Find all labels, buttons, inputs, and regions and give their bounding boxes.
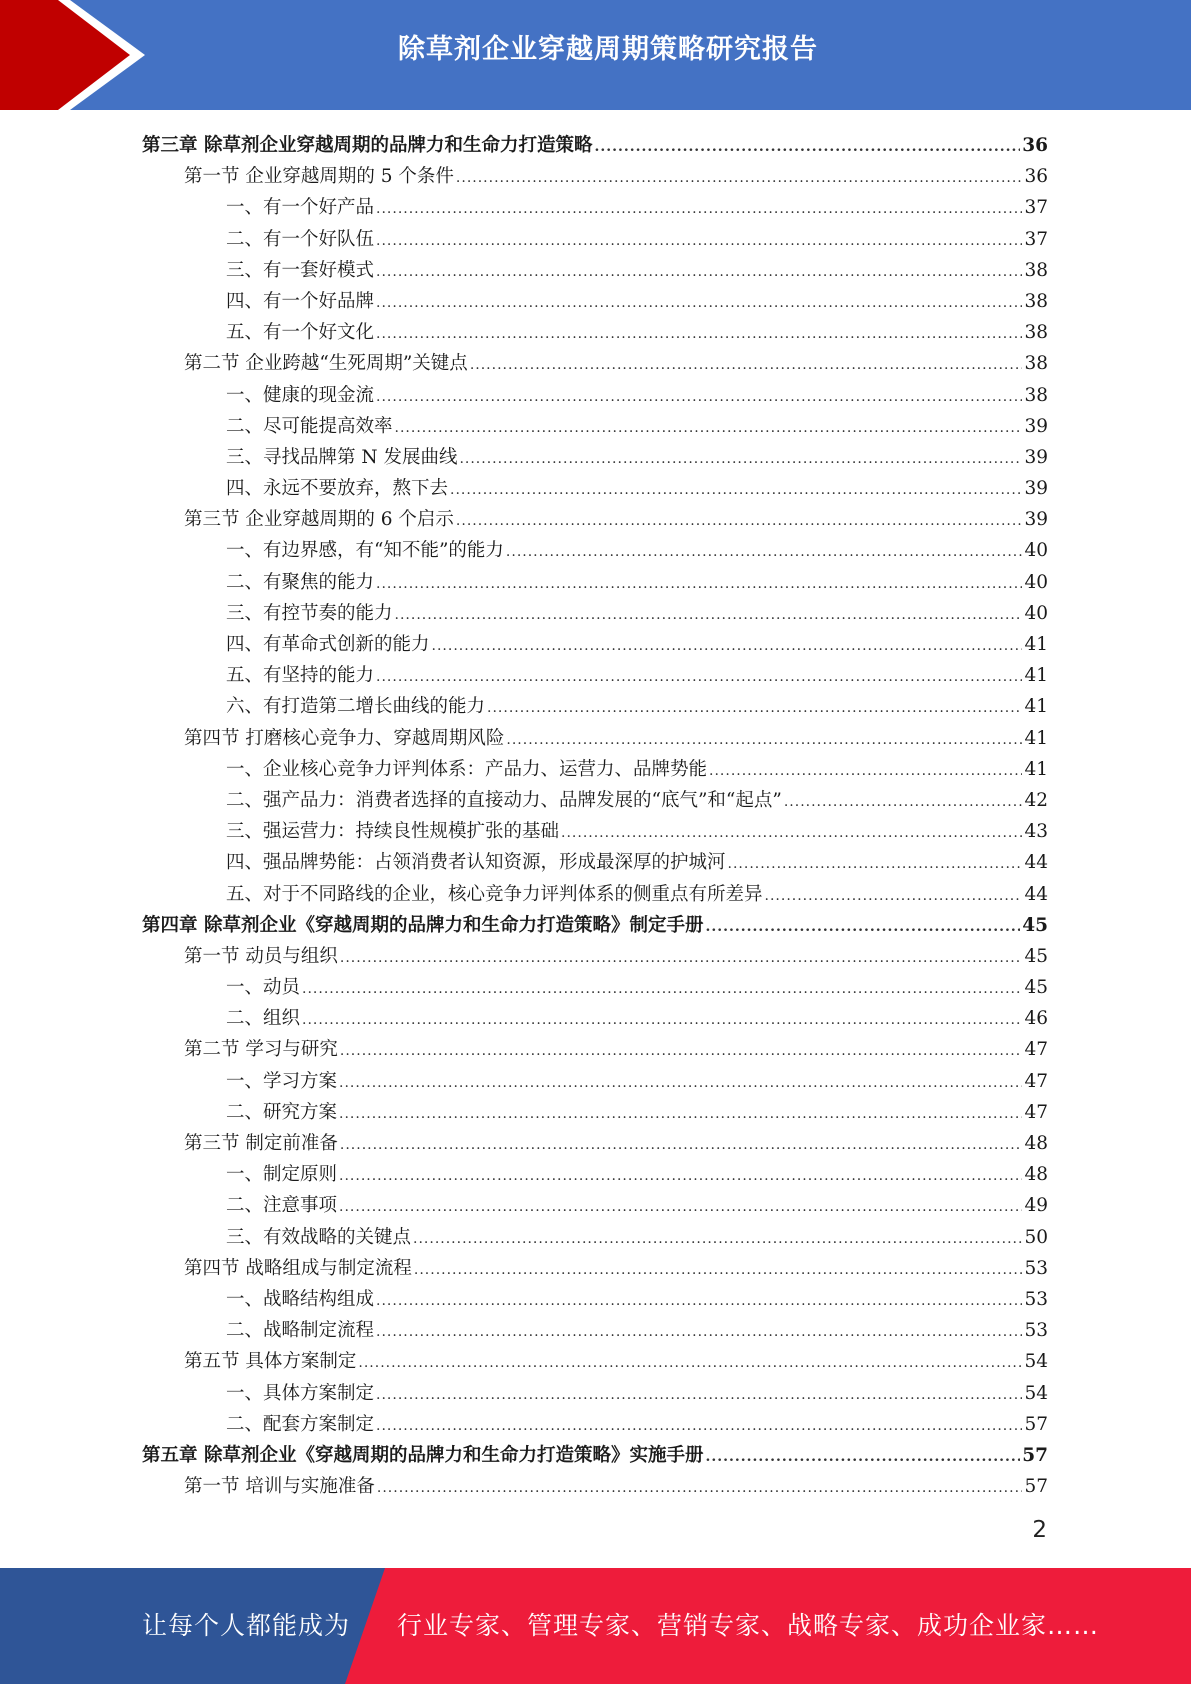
toc-subsection-entry[interactable] (142, 1222, 1048, 1253)
toc-entry-title: 一、动员 (226, 977, 301, 999)
toc-entry-title: 第二节 学习与研究 (184, 1039, 338, 1061)
toc-entry-title: 三、有效战略的关键点 (226, 1226, 412, 1248)
toc-dot-leader (432, 631, 1023, 662)
toc-entry-title: 三、有控节奏的能力 (226, 602, 393, 624)
toc-entry-page: 42 (1024, 789, 1048, 811)
toc-dot-leader (358, 1348, 1022, 1379)
toc-entry-title: 第四节 战略组成与制定流程 (184, 1257, 412, 1279)
toc-entry-title: 二、强产品力：消费者选择的直接动力、品牌发展的“底气”和“起点” (226, 789, 782, 811)
toc-subsection-entry[interactable] (142, 816, 1048, 847)
toc-subsection-entry[interactable] (142, 286, 1048, 317)
toc-entry-page: 44 (1024, 852, 1048, 874)
toc-entry-title: 二、战略制定流程 (226, 1320, 375, 1342)
toc-entry-page: 57 (1022, 1444, 1048, 1466)
toc-dot-leader (339, 1161, 1022, 1192)
document-title: 除草剂企业穿越周期策略研究报告 (398, 34, 818, 65)
footer-banner (0, 1568, 1191, 1684)
toc-subsection-entry[interactable] (142, 255, 1048, 286)
toc-entry-title: 二、尽可能提高效率 (226, 415, 393, 437)
toc-dot-leader (376, 569, 1022, 600)
toc-dot-leader (506, 725, 1022, 756)
header-bar (0, 0, 1191, 110)
toc-section-entry[interactable] (142, 504, 1048, 535)
footer-slogan-left: 让每个人都能成为 (142, 1611, 351, 1640)
toc-dot-leader (376, 1411, 1022, 1442)
toc-subsection-entry[interactable] (142, 1378, 1048, 1409)
toc-dot-leader (414, 1255, 1023, 1286)
toc-dot-leader (705, 1442, 1020, 1473)
toc-section-entry[interactable] (142, 348, 1048, 379)
toc-entry-page: 48 (1024, 1133, 1048, 1154)
toc-entry-page: 41 (1024, 758, 1048, 780)
toc-subsection-entry[interactable] (142, 847, 1048, 878)
toc-subsection-entry[interactable] (142, 1190, 1048, 1221)
footer-slogan-right: 行业专家、管理专家、营销专家、战略专家、成功企业家…… (397, 1611, 1100, 1640)
toc-entry-title: 二、组织 (226, 1008, 301, 1030)
toc-entry-title: 四、有一个好品牌 (226, 290, 375, 312)
toc-entry-title: 二、注意事项 (226, 1195, 338, 1217)
toc-entry-title: 一、企业核心竞争力评判体系：产品力、运营力、品牌势能 (226, 758, 708, 780)
toc-dot-leader (456, 506, 1023, 537)
toc-entry-page: 38 (1024, 259, 1048, 281)
toc-section-entry[interactable] (142, 1128, 1048, 1159)
toc-entry-page: 47 (1024, 1039, 1048, 1061)
toc-dot-leader (413, 1224, 1022, 1255)
toc-subsection-entry[interactable] (142, 660, 1048, 691)
toc-entry-page: 39 (1024, 415, 1048, 437)
toc-dot-leader (376, 1380, 1022, 1411)
toc-dot-leader (395, 600, 1023, 631)
toc-subsection-entry[interactable] (142, 380, 1048, 411)
toc-entry-title: 一、健康的现金流 (226, 384, 375, 406)
toc-subsection-entry[interactable] (142, 535, 1048, 566)
toc-dot-leader (376, 382, 1022, 413)
toc-entry-page: 36 (1022, 135, 1048, 156)
toc-subsection-entry[interactable] (142, 442, 1048, 473)
toc-dot-leader (376, 1317, 1022, 1348)
toc-dot-leader (470, 350, 1023, 381)
toc-dot-leader (376, 1286, 1022, 1317)
toc-subsection-entry[interactable] (142, 785, 1048, 816)
toc-subsection-entry[interactable] (142, 224, 1048, 255)
toc-section-entry[interactable] (142, 161, 1048, 192)
toc-entry-page: 45 (1024, 945, 1048, 967)
toc-dot-leader (709, 756, 1022, 787)
toc-entry-title: 第二节 企业跨越“生死周期”关键点 (184, 353, 468, 375)
toc-entry-title: 第五章 除草剂企业《穿越周期的品牌力和生命力打造策略》实施手册 (142, 1444, 704, 1466)
toc-entry-page: 41 (1024, 696, 1048, 718)
toc-entry-page: 50 (1024, 1226, 1048, 1248)
toc-entry-page: 57 (1024, 1413, 1048, 1435)
toc-section-entry[interactable] (142, 1346, 1048, 1377)
toc-entry-page: 38 (1024, 322, 1048, 344)
toc-entry-title: 三、寻找品牌第 N 发展曲线 (226, 446, 458, 468)
table-of-contents (142, 130, 1048, 1502)
toc-dot-leader (339, 1068, 1022, 1099)
toc-entry-title: 一、具体方案制定 (226, 1382, 375, 1404)
toc-entry-title: 第一节 企业穿越周期的 5 个条件 (184, 166, 454, 188)
toc-entry-page: 40 (1024, 571, 1048, 593)
toc-entry-page: 54 (1024, 1382, 1048, 1404)
toc-entry-title: 五、有一个好文化 (226, 322, 375, 344)
toc-entry-title: 一、制定原则 (226, 1164, 338, 1186)
toc-entry-page: 40 (1024, 602, 1048, 624)
toc-dot-leader (376, 319, 1022, 350)
toc-entry-title: 一、战略结构组成 (226, 1288, 375, 1310)
toc-entry-title: 第四章 除草剂企业《穿越周期的品牌力和生命力打造策略》制定手册 (142, 914, 704, 936)
toc-entry-page: 37 (1024, 228, 1048, 250)
toc-entry-title: 一、有边界感，有“知不能”的能力 (226, 540, 504, 562)
toc-entry-title: 四、有革命式创新的能力 (226, 634, 430, 655)
toc-subsection-entry[interactable] (142, 317, 1048, 348)
toc-chapter-entry[interactable] (142, 130, 1048, 161)
toc-dot-leader (765, 881, 1023, 912)
toc-entry-title: 五、对于不同路线的企业，核心竞争力评判体系的侧重点有所差异 (226, 883, 763, 905)
toc-entry-page: 39 (1024, 509, 1048, 531)
toc-entry-page: 49 (1024, 1195, 1048, 1217)
toc-subsection-entry[interactable] (142, 972, 1048, 1003)
toc-dot-leader (376, 226, 1022, 257)
toc-entry-title: 六、有打造第二增长曲线的能力 (226, 696, 486, 718)
toc-dot-leader (376, 257, 1022, 288)
toc-entry-page: 48 (1024, 1164, 1048, 1186)
toc-entry-page: 36 (1024, 166, 1048, 188)
toc-entry-page: 41 (1024, 634, 1048, 655)
toc-entry-title: 第三节 企业穿越周期的 6 个启示 (184, 509, 454, 531)
toc-dot-leader (506, 537, 1023, 568)
toc-entry-title: 第一节 培训与实施准备 (184, 1476, 375, 1498)
toc-dot-leader (487, 693, 1022, 724)
toc-entry-page: 45 (1024, 977, 1048, 999)
toc-entry-title: 第四节 打磨核心竞争力、穿越周期风险 (184, 727, 505, 749)
toc-subsection-entry[interactable] (142, 1409, 1048, 1440)
toc-entry-title: 五、有坚持的能力 (226, 665, 375, 687)
toc-entry-title: 第五节 具体方案制定 (184, 1351, 357, 1373)
toc-dot-leader (376, 194, 1022, 225)
toc-entry-page: 57 (1024, 1476, 1048, 1498)
toc-subsection-entry[interactable] (142, 629, 1048, 660)
toc-dot-leader (302, 1005, 1022, 1036)
toc-chapter-entry[interactable] (142, 910, 1048, 941)
toc-dot-leader (561, 818, 1022, 849)
toc-dot-leader (705, 912, 1020, 943)
toc-subsection-entry[interactable] (142, 1159, 1048, 1190)
toc-dot-leader (450, 475, 1022, 506)
toc-entry-title: 一、有一个好产品 (226, 197, 375, 219)
toc-dot-leader (456, 163, 1023, 194)
toc-entry-page: 39 (1024, 446, 1048, 468)
toc-entry-title: 三、有一套好模式 (226, 259, 375, 281)
toc-entry-title: 四、强品牌势能：占领消费者认知资源，形成最深厚的护城河 (226, 852, 726, 874)
toc-entry-page: 41 (1024, 727, 1048, 749)
toc-dot-leader (594, 132, 1020, 163)
toc-entry-page: 54 (1024, 1351, 1048, 1373)
toc-dot-leader (395, 413, 1023, 444)
toc-dot-leader (340, 1036, 1023, 1067)
toc-entry-page: 53 (1024, 1257, 1048, 1279)
toc-entry-page: 53 (1024, 1288, 1048, 1310)
toc-entry-page: 40 (1024, 540, 1048, 562)
toc-section-entry[interactable] (142, 1471, 1048, 1502)
page-number: 2 (1032, 1517, 1047, 1543)
toc-section-entry[interactable] (142, 723, 1048, 754)
toc-entry-title: 第三章 除草剂企业穿越周期的品牌力和生命力打造策略 (142, 135, 593, 156)
toc-entry-title: 二、有聚焦的能力 (226, 571, 375, 593)
toc-entry-page: 38 (1024, 353, 1048, 375)
toc-subsection-entry[interactable] (142, 691, 1048, 722)
toc-chapter-entry[interactable] (142, 1440, 1048, 1471)
toc-entry-page: 37 (1024, 197, 1048, 219)
toc-entry-title: 第一节 动员与组织 (184, 945, 338, 967)
toc-entry-page: 38 (1024, 290, 1048, 312)
toc-subsection-entry[interactable] (142, 192, 1048, 223)
toc-section-entry[interactable] (142, 941, 1048, 972)
toc-dot-leader (340, 943, 1023, 974)
toc-subsection-entry[interactable] (142, 567, 1048, 598)
toc-subsection-entry[interactable] (142, 473, 1048, 504)
toc-entry-page: 38 (1024, 384, 1048, 406)
toc-entry-page: 43 (1024, 821, 1048, 843)
toc-dot-leader (784, 787, 1023, 818)
toc-dot-leader (376, 288, 1022, 319)
toc-entry-title: 三、强运营力：持续良性规模扩张的基础 (226, 821, 560, 843)
toc-dot-leader (377, 1473, 1023, 1504)
toc-subsection-entry[interactable] (142, 1097, 1048, 1128)
toc-entry-page: 45 (1022, 914, 1048, 936)
toc-entry-title: 第三节 制定前准备 (184, 1133, 338, 1154)
toc-section-entry[interactable] (142, 1034, 1048, 1065)
toc-subsection-entry[interactable] (142, 754, 1048, 785)
toc-entry-title: 二、配套方案制定 (226, 1413, 375, 1435)
toc-subsection-entry[interactable] (142, 598, 1048, 629)
toc-dot-leader (340, 1130, 1023, 1161)
toc-dot-leader (459, 444, 1022, 475)
toc-entry-page: 53 (1024, 1320, 1048, 1342)
toc-entry-title: 二、有一个好队伍 (226, 228, 375, 250)
toc-dot-leader (339, 1099, 1022, 1130)
toc-entry-page: 41 (1024, 665, 1048, 687)
toc-entry-page: 46 (1024, 1008, 1048, 1030)
toc-section-entry[interactable] (142, 1253, 1048, 1284)
toc-subsection-entry[interactable] (142, 1066, 1048, 1097)
toc-subsection-entry[interactable] (142, 411, 1048, 442)
toc-dot-leader (302, 974, 1022, 1005)
toc-subsection-entry[interactable] (142, 879, 1048, 910)
toc-entry-page: 47 (1024, 1070, 1048, 1092)
toc-entry-title: 一、学习方案 (226, 1070, 338, 1092)
toc-entry-title: 二、研究方案 (226, 1101, 338, 1123)
toc-dot-leader (728, 849, 1023, 880)
toc-entry-page: 39 (1024, 478, 1048, 500)
toc-dot-leader (339, 1192, 1022, 1223)
toc-subsection-entry[interactable] (142, 1003, 1048, 1034)
toc-dot-leader (376, 662, 1022, 693)
toc-entry-title: 四、永远不要放弃，熬下去 (226, 478, 449, 500)
toc-subsection-entry[interactable] (142, 1315, 1048, 1346)
toc-entry-page: 44 (1024, 883, 1048, 905)
toc-subsection-entry[interactable] (142, 1284, 1048, 1315)
toc-entry-page: 47 (1024, 1101, 1048, 1123)
